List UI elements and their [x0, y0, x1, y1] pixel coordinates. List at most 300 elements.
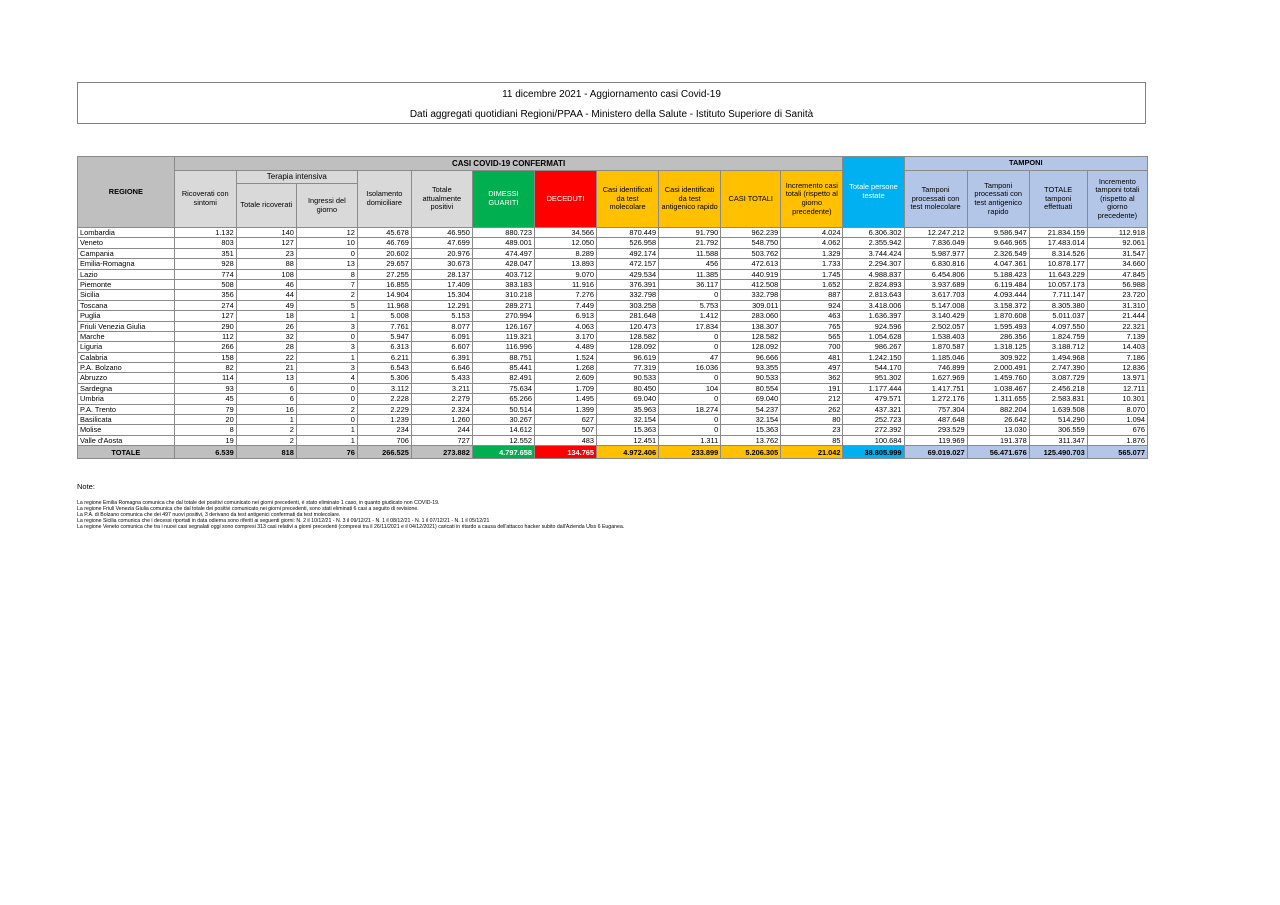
table-cell: 13.762 — [721, 435, 781, 445]
table-cell: 104 — [659, 383, 721, 393]
table-cell: 5.753 — [659, 300, 721, 310]
table-cell: 14.403 — [1087, 342, 1147, 352]
table-cell: 1.132 — [174, 228, 236, 238]
table-cell: 12.291 — [411, 300, 472, 310]
table-cell: 474.497 — [472, 248, 534, 258]
table-cell: 3.140.429 — [904, 311, 967, 321]
table-cell: 293.529 — [904, 425, 967, 435]
table-cell: 7.139 — [1087, 331, 1147, 341]
table-cell: 46 — [236, 279, 296, 289]
table-cell: 548.750 — [721, 238, 781, 248]
table-cell: 13.893 — [534, 259, 596, 269]
col-tamponi-antigenico: Tamponi processati con test antigenico rapido — [967, 171, 1029, 228]
table-cell: 252.723 — [843, 415, 904, 425]
table-cell: 6.091 — [411, 331, 472, 341]
table-cell: 45.678 — [357, 228, 411, 238]
cell-regione: Calabria — [78, 352, 175, 362]
table-row — [78, 228, 1148, 238]
table-cell: 403.712 — [472, 269, 534, 279]
table-cell: 2.747.390 — [1029, 363, 1087, 373]
table-cell: 1.595.493 — [967, 321, 1029, 331]
table-cell: 765 — [781, 321, 843, 331]
table-cell: 489.001 — [472, 238, 534, 248]
table-cell: 1.870.587 — [904, 342, 967, 352]
table-cell: 77.319 — [597, 363, 659, 373]
table-cell: 986.267 — [843, 342, 904, 352]
table-cell: 5.188.423 — [967, 269, 1029, 279]
table-cell: 90.533 — [597, 373, 659, 383]
table-cell: 3.211 — [411, 383, 472, 393]
table-cell: 82.491 — [472, 373, 534, 383]
table-cell: 880.723 — [472, 228, 534, 238]
table-cell: 15.304 — [411, 290, 472, 300]
table-cell: 2 — [296, 404, 357, 414]
table-cell: 1 — [296, 311, 357, 321]
report-title: 11 dicembre 2021 - Aggiornamento casi Covid-19 — [502, 89, 721, 100]
cell-regione: Veneto — [78, 238, 175, 248]
subgroup-terapia-intensiva: Terapia intensiva — [236, 171, 357, 184]
table-cell: 309.922 — [967, 352, 1029, 362]
table-cell: 1.268 — [534, 363, 596, 373]
table-cell: 8.077 — [411, 321, 472, 331]
table-cell: 887 — [781, 290, 843, 300]
table-row — [78, 279, 1148, 289]
table-cell: 311.347 — [1029, 435, 1087, 445]
table-cell: 310.218 — [472, 290, 534, 300]
col-ricoverati: Ricoverati con sintomi — [174, 171, 236, 228]
table-cell: 3 — [296, 363, 357, 373]
table-cell: 12.836 — [1087, 363, 1147, 373]
table-cell: 32 — [236, 331, 296, 341]
table-cell: 100.684 — [843, 435, 904, 445]
col-incremento-tamponi: Incremento tamponi totali (rispetto al giorno precedente) — [1087, 171, 1147, 228]
table-cell: 28 — [236, 342, 296, 352]
table-cell: 289.271 — [472, 300, 534, 310]
table-cell: 47.699 — [411, 238, 472, 248]
table-cell: 88.751 — [472, 352, 534, 362]
table-cell: 45 — [174, 394, 236, 404]
table-cell: 96.666 — [721, 352, 781, 362]
table-cell: 1.311.655 — [967, 394, 1029, 404]
table-cell: 492.174 — [597, 248, 659, 258]
table-cell: 6.913 — [534, 311, 596, 321]
table-cell: 882.204 — [967, 404, 1029, 414]
table-cell: 1.709 — [534, 383, 596, 393]
table-cell: 262 — [781, 404, 843, 414]
table-cell: 15.363 — [597, 425, 659, 435]
table-cell: 3 — [296, 321, 357, 331]
table-cell: 191.378 — [967, 435, 1029, 445]
cell-regione: Lazio — [78, 269, 175, 279]
table-cell: 3.188.712 — [1029, 342, 1087, 352]
table-cell: 1.524 — [534, 352, 596, 362]
group-casi-confermati: CASI COVID-19 CONFERMATI — [174, 157, 843, 171]
table-cell: 93 — [174, 383, 236, 393]
table-cell: 3.744.424 — [843, 248, 904, 258]
table-cell: 483 — [534, 435, 596, 445]
table-cell: 119.321 — [472, 331, 534, 341]
table-cell: 4 — [296, 373, 357, 383]
table-cell: 13 — [236, 373, 296, 383]
table-cell: 30.673 — [411, 259, 472, 269]
table-cell: 7.761 — [357, 321, 411, 331]
table-cell: 8.305.380 — [1029, 300, 1087, 310]
table-cell: 46.769 — [357, 238, 411, 248]
cell-regione: P.A. Bolzano — [78, 363, 175, 373]
table-cell: 138.307 — [721, 321, 781, 331]
table-cell: 526.958 — [597, 238, 659, 248]
covid-data-table — [77, 156, 1148, 459]
table-cell: 128.582 — [597, 331, 659, 341]
table-cell: 1.038.467 — [967, 383, 1029, 393]
table-cell: 2.502.057 — [904, 321, 967, 331]
table-cell: 2.824.893 — [843, 279, 904, 289]
table-cell: 5.987.977 — [904, 248, 967, 258]
table-cell: 274 — [174, 300, 236, 310]
table-cell: 56.988 — [1087, 279, 1147, 289]
table-cell: 5.947 — [357, 331, 411, 341]
table-cell: 88 — [236, 259, 296, 269]
table-cell: 0 — [659, 342, 721, 352]
table-cell: 472.157 — [597, 259, 659, 269]
table-cell: 437.321 — [843, 404, 904, 414]
table-cell: 2 — [296, 290, 357, 300]
table-cell: 440.919 — [721, 269, 781, 279]
table-cell: 6.306.302 — [843, 228, 904, 238]
table-cell: 1 — [296, 352, 357, 362]
col-casi-totali: CASI TOTALI — [721, 171, 781, 228]
cell-regione: Piemonte — [78, 279, 175, 289]
table-cell: 5.011.037 — [1029, 311, 1087, 321]
table-cell: 23 — [236, 248, 296, 258]
table-cell: 7.449 — [534, 300, 596, 310]
table-cell: 75.634 — [472, 383, 534, 393]
table-cell: 4.047.361 — [967, 259, 1029, 269]
table-cell: 21.444 — [1087, 311, 1147, 321]
table-cell: 4.062 — [781, 238, 843, 248]
table-cell: 80 — [781, 415, 843, 425]
table-cell: 5.433 — [411, 373, 472, 383]
col-regione: REGIONE — [78, 157, 175, 228]
table-cell: 6.119.484 — [967, 279, 1029, 289]
table-cell: 2.609 — [534, 373, 596, 383]
table-cell: 4.063 — [534, 321, 596, 331]
cell-regione: Friuli Venezia Giulia — [78, 321, 175, 331]
table-cell: 21 — [236, 363, 296, 373]
table-cell: 3.170 — [534, 331, 596, 341]
table-cell: 6.646 — [411, 363, 472, 373]
note-line: La regione Veneto comunica che tra i nuovi casi segnalati oggi sono compresi 313 casi relativi a giorni precedenti (compresi tra il 26/11/2021 e il 04/12/2021) caricati in ritardo a causa dell'attacco hacker subito dall'Azienda Ulss 6 Euganea. — [77, 524, 625, 531]
table-cell: 3.087.729 — [1029, 373, 1087, 383]
table-cell: 290 — [174, 321, 236, 331]
table-cell: 2 — [236, 425, 296, 435]
table-cell: 0 — [659, 373, 721, 383]
table-cell: 2.355.942 — [843, 238, 904, 248]
table-cell: 31.310 — [1087, 300, 1147, 310]
table-cell: 270.994 — [472, 311, 534, 321]
cell-regione: Liguria — [78, 342, 175, 352]
table-cell: 1.495 — [534, 394, 596, 404]
table-cell: 5.147.008 — [904, 300, 967, 310]
table-cell: 8.289 — [534, 248, 596, 258]
total-cell: 6.539 — [174, 446, 236, 459]
table-cell: 6.313 — [357, 342, 411, 352]
table-row — [78, 290, 1148, 300]
table-cell: 108 — [236, 269, 296, 279]
table-cell: 2.228 — [357, 394, 411, 404]
total-cell: 565.077 — [1087, 446, 1147, 459]
table-cell: 79 — [174, 404, 236, 414]
col-incremento-casi: Incremento casi totali (rispetto al giorno precedente) — [781, 171, 843, 228]
table-cell: 281.648 — [597, 311, 659, 321]
table-cell: 11.588 — [659, 248, 721, 258]
table-cell: 6.211 — [357, 352, 411, 362]
table-cell: 266 — [174, 342, 236, 352]
total-cell: 56.471.676 — [967, 446, 1029, 459]
notes-title: Note: — [77, 482, 95, 491]
table-cell: 6.391 — [411, 352, 472, 362]
table-row — [78, 300, 1148, 310]
table-cell: 1.399 — [534, 404, 596, 414]
table-cell: 0 — [296, 415, 357, 425]
table-cell: 3.418.006 — [843, 300, 904, 310]
table-cell: 7.711.147 — [1029, 290, 1087, 300]
table-cell: 5 — [296, 300, 357, 310]
table-cell: 93.355 — [721, 363, 781, 373]
table-cell: 428.047 — [472, 259, 534, 269]
table-cell: 6 — [236, 383, 296, 393]
total-cell: 4.797.658 — [472, 446, 534, 459]
table-cell: 356 — [174, 290, 236, 300]
table-cell: 429.534 — [597, 269, 659, 279]
table-cell: 1.417.751 — [904, 383, 967, 393]
table-cell: 951.302 — [843, 373, 904, 383]
table-cell: 13.030 — [967, 425, 1029, 435]
table-cell: 1.639.508 — [1029, 404, 1087, 414]
table-cell: 0 — [659, 425, 721, 435]
table-cell: 6.454.806 — [904, 269, 967, 279]
table-cell: 2.229 — [357, 404, 411, 414]
table-cell: 46.950 — [411, 228, 472, 238]
total-cell: 818 — [236, 446, 296, 459]
table-cell: 10.057.173 — [1029, 279, 1087, 289]
table-cell: 191 — [781, 383, 843, 393]
total-cell: 38.805.999 — [843, 446, 904, 459]
table-row — [78, 383, 1148, 393]
table-cell: 1.054.628 — [843, 331, 904, 341]
table-cell: 1.745 — [781, 269, 843, 279]
table-cell: 3.112 — [357, 383, 411, 393]
table-cell: 479.571 — [843, 394, 904, 404]
table-cell: 91.790 — [659, 228, 721, 238]
total-cell: 69.019.027 — [904, 446, 967, 459]
table-row — [78, 425, 1148, 435]
table-cell: 126.167 — [472, 321, 534, 331]
table-row — [78, 352, 1148, 362]
table-cell: 362 — [781, 373, 843, 383]
total-row — [78, 446, 1148, 459]
table-cell: 10.301 — [1087, 394, 1147, 404]
table-cell: 928 — [174, 259, 236, 269]
table-cell: 11.968 — [357, 300, 411, 310]
table-cell: 0 — [659, 394, 721, 404]
table-cell: 757.304 — [904, 404, 967, 414]
table-cell: 1.329 — [781, 248, 843, 258]
total-cell: 125.490.703 — [1029, 446, 1087, 459]
table-cell: 114 — [174, 373, 236, 383]
table-cell: 22 — [236, 352, 296, 362]
table-cell: 6.830.816 — [904, 259, 967, 269]
cell-regione: Molise — [78, 425, 175, 435]
table-cell: 272.392 — [843, 425, 904, 435]
table-cell: 1.652 — [781, 279, 843, 289]
table-cell: 9.070 — [534, 269, 596, 279]
table-cell: 14.612 — [472, 425, 534, 435]
table-cell: 1.272.176 — [904, 394, 967, 404]
table-cell: 2.456.218 — [1029, 383, 1087, 393]
table-cell: 706 — [357, 435, 411, 445]
table-row — [78, 331, 1148, 341]
table-cell: 116.996 — [472, 342, 534, 352]
table-row — [78, 404, 1148, 414]
col-casi-antigenico: Casi identificati da test antigenico rapido — [659, 171, 721, 228]
table-row — [78, 363, 1148, 373]
table-cell: 3.617.703 — [904, 290, 967, 300]
table-cell: 7.276 — [534, 290, 596, 300]
table-cell: 514.290 — [1029, 415, 1087, 425]
table-cell: 128.092 — [597, 342, 659, 352]
table-cell: 34.660 — [1087, 259, 1147, 269]
table-cell: 2.294.307 — [843, 259, 904, 269]
table-cell: 82 — [174, 363, 236, 373]
table-cell: 26 — [236, 321, 296, 331]
table-cell: 1.494.968 — [1029, 352, 1087, 362]
total-cell: 134.765 — [534, 446, 596, 459]
col-persone-testate: Totale persone testate — [843, 157, 904, 228]
table-cell: 90.533 — [721, 373, 781, 383]
table-cell: 30.267 — [472, 415, 534, 425]
table-cell: 112.918 — [1087, 228, 1147, 238]
table-cell: 69.040 — [721, 394, 781, 404]
table-cell: 3.937.689 — [904, 279, 967, 289]
notes-section — [77, 482, 1177, 530]
table-row — [78, 415, 1148, 425]
table-row — [78, 269, 1148, 279]
table-cell: 0 — [659, 415, 721, 425]
table-cell: 700 — [781, 342, 843, 352]
table-cell: 7.186 — [1087, 352, 1147, 362]
table-cell: 69.040 — [597, 394, 659, 404]
table-cell: 112 — [174, 331, 236, 341]
table-cell: 463 — [781, 311, 843, 321]
table-cell: 1.185.046 — [904, 352, 967, 362]
table-cell: 12.552 — [472, 435, 534, 445]
table-cell: 6.543 — [357, 363, 411, 373]
table-cell: 4.093.444 — [967, 290, 1029, 300]
table-cell: 1.239 — [357, 415, 411, 425]
table-cell: 332.798 — [597, 290, 659, 300]
table-cell: 303.258 — [597, 300, 659, 310]
note-line: La P.A. di Bolzano comunica che dei 497 nuovi positivi, 3 derivano da test antigenici confermati da test molecolare. — [77, 512, 341, 519]
col-isolamento: Isolamento domiciliare — [357, 171, 411, 228]
col-ingressi: Ingressi del giorno — [296, 184, 357, 228]
table-cell: 1.870.608 — [967, 311, 1029, 321]
table-cell: 774 — [174, 269, 236, 279]
table-cell: 676 — [1087, 425, 1147, 435]
table-cell: 23.720 — [1087, 290, 1147, 300]
table-cell: 85 — [781, 435, 843, 445]
cell-regione: Sicilia — [78, 290, 175, 300]
note-line: La regione Emilia Romagna comunica che dal totale dei positivi comunicato nei giorni precedenti, è stato eliminato 1 caso, in quanto giudicato non COVID-19. — [77, 500, 440, 506]
table-cell: 803 — [174, 238, 236, 248]
table-cell: 924 — [781, 300, 843, 310]
table-cell: 158 — [174, 352, 236, 362]
total-cell: 266.525 — [357, 446, 411, 459]
table-cell: 32.154 — [597, 415, 659, 425]
table-cell: 1.094 — [1087, 415, 1147, 425]
table-cell: 18.274 — [659, 404, 721, 414]
table-cell: 44 — [236, 290, 296, 300]
table-row — [78, 342, 1148, 352]
table-cell: 96.619 — [597, 352, 659, 362]
table-cell: 128.092 — [721, 342, 781, 352]
table-cell: 11.916 — [534, 279, 596, 289]
table-cell: 20.976 — [411, 248, 472, 258]
table-cell: 1.876 — [1087, 435, 1147, 445]
table-cell: 85.441 — [472, 363, 534, 373]
table-row — [78, 321, 1148, 331]
table-cell: 244 — [411, 425, 472, 435]
table-row — [78, 394, 1148, 404]
table-body — [78, 228, 1148, 459]
table-cell: 17.409 — [411, 279, 472, 289]
table-cell: 0 — [659, 331, 721, 341]
cell-regione: Lombardia — [78, 228, 175, 238]
table-cell: 2 — [236, 435, 296, 445]
table-cell: 26.642 — [967, 415, 1029, 425]
table-cell: 5.306 — [357, 373, 411, 383]
col-tamponi-molecolare: Tamponi processati con test molecolare — [904, 171, 967, 228]
cell-regione: Toscana — [78, 300, 175, 310]
table-cell: 8 — [174, 425, 236, 435]
cell-regione: Valle d'Aosta — [78, 435, 175, 445]
table-cell: 12.451 — [597, 435, 659, 445]
table-cell: 4.024 — [781, 228, 843, 238]
table-row — [78, 373, 1148, 383]
table-cell: 309.011 — [721, 300, 781, 310]
table-cell: 31.547 — [1087, 248, 1147, 258]
table-cell: 1.242.150 — [843, 352, 904, 362]
table-cell: 4.988.837 — [843, 269, 904, 279]
report-subtitle: Dati aggregati quotidiani Regioni/PPAA - Ministero della Salute - Istituto Superiore di Sanità — [409, 109, 814, 120]
table-cell: 128.582 — [721, 331, 781, 341]
table-cell: 127 — [174, 311, 236, 321]
table-cell: 3 — [296, 342, 357, 352]
table-cell: 924.596 — [843, 321, 904, 331]
table-cell: 627 — [534, 415, 596, 425]
table-cell: 28.137 — [411, 269, 472, 279]
table-cell: 5.008 — [357, 311, 411, 321]
table-cell: 1.627.969 — [904, 373, 967, 383]
table-cell: 544.170 — [843, 363, 904, 373]
table-cell: 27.255 — [357, 269, 411, 279]
table-cell: 351 — [174, 248, 236, 258]
table-cell: 383.183 — [472, 279, 534, 289]
table-cell: 4.489 — [534, 342, 596, 352]
table-cell: 18 — [236, 311, 296, 321]
table-cell: 0 — [296, 383, 357, 393]
table-cell: 508 — [174, 279, 236, 289]
